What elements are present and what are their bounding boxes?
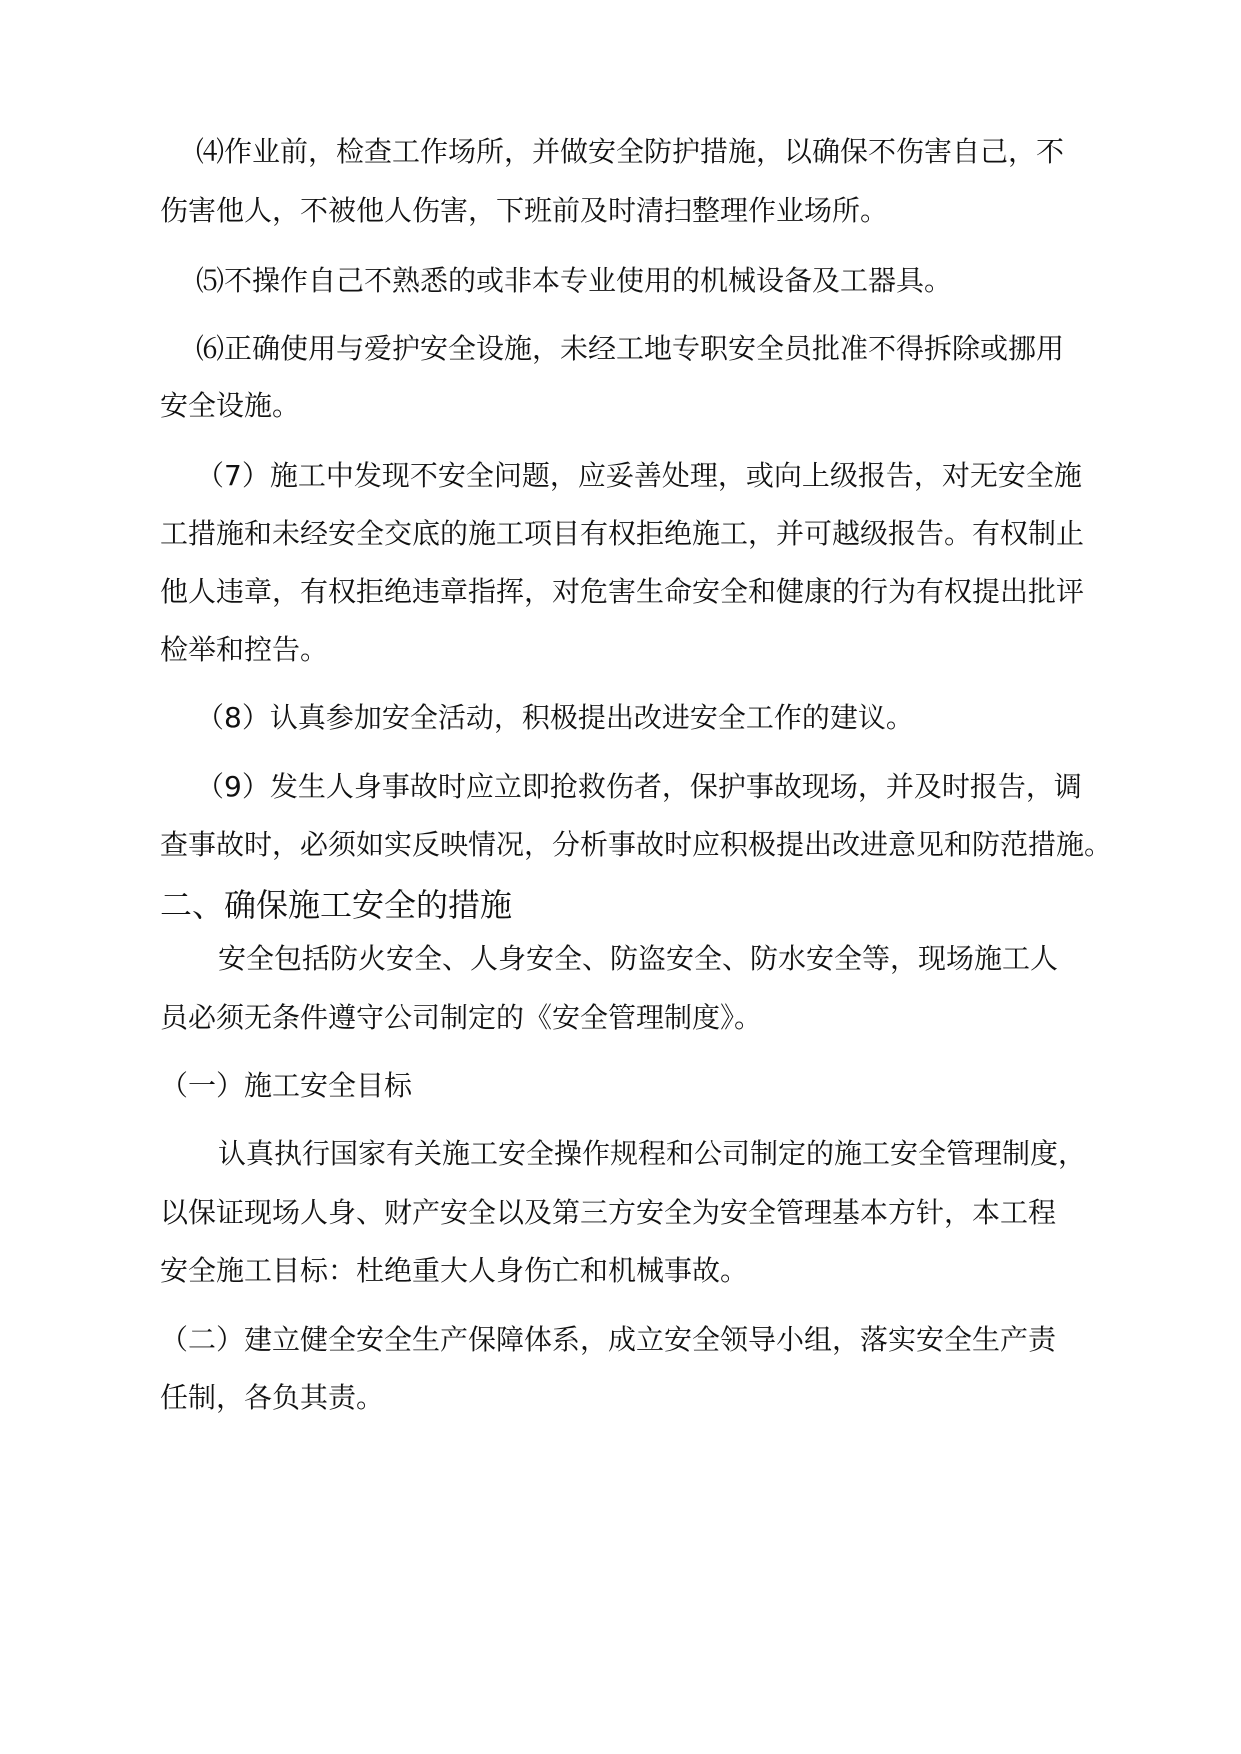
paragraph-item-4-line-2: 伤害他人，不被他人伤害，下班前及时清扫整理作业场所。 bbox=[160, 194, 889, 227]
subsection-1-body-line-1: 认真执行国家有关施工安全操作规程和公司制定的施工安全管理制度， bbox=[218, 1137, 1087, 1170]
paragraph-item-6-line-2: 安全设施。 bbox=[160, 389, 301, 422]
paragraph-item-4-line-1: ⑷作业前，检查工作场所，并做安全防护措施，以确保不伤害自己，不 bbox=[196, 135, 1065, 168]
paragraph-item-7-line-1: （7）施工中发现不安全问题，应妥善处理，或向上级报告，对无安全施 bbox=[196, 459, 1082, 492]
paragraph-item-9-line-2: 查事故时，必须如实反映情况，分析事故时应积极提出改进意见和防范措施。 bbox=[160, 828, 1113, 861]
section-heading: 二、确保施工安全的措施 bbox=[160, 886, 513, 924]
paragraph-item-7-line-3: 他人违章，有权拒绝违章指挥，对危害生命安全和健康的行为有权提出批评 bbox=[160, 575, 1085, 608]
subsection-2-line-2: 任制，各负其责。 bbox=[160, 1381, 385, 1414]
paragraph-item-7-line-2: 工措施和未经安全交底的施工项目有权拒绝施工，并可越级报告。有权制止 bbox=[160, 517, 1085, 550]
subsection-1-body-line-2: 以保证现场人身、财产安全以及第三方安全为安全管理基本方针，本工程 bbox=[160, 1196, 1057, 1229]
paragraph-item-6-line-1: ⑹正确使用与爱护安全设施，未经工地专职安全员批准不得拆除或挪用 bbox=[196, 332, 1065, 365]
section-intro-line-1: 安全包括防火安全、人身安全、防盗安全、防水安全等，现场施工人 bbox=[218, 942, 1059, 975]
paragraph-item-5-line-1: ⑸不操作自己不熟悉的或非本专业使用的机械设备及工器具。 bbox=[196, 264, 953, 297]
subsection-1-heading: （一）施工安全目标 bbox=[160, 1069, 413, 1102]
subsection-2-line-1: （二）建立健全安全生产保障体系，成立安全领导小组，落实安全生产责 bbox=[160, 1323, 1057, 1356]
paragraph-item-8-line-1: （8）认真参加安全活动，积极提出改进安全工作的建议。 bbox=[196, 701, 914, 734]
paragraph-item-9-line-1: （9）发生人身事故时应立即抢救伤者，保护事故现场，并及时报告，调 bbox=[196, 770, 1082, 803]
section-intro-line-2: 员必须无条件遵守公司制定的《安全管理制度》。 bbox=[160, 1001, 763, 1034]
subsection-1-body-line-3: 安全施工目标：杜绝重大人身伤亡和机械事故。 bbox=[160, 1254, 749, 1287]
paragraph-item-7-line-4: 检举和控告。 bbox=[160, 633, 329, 666]
